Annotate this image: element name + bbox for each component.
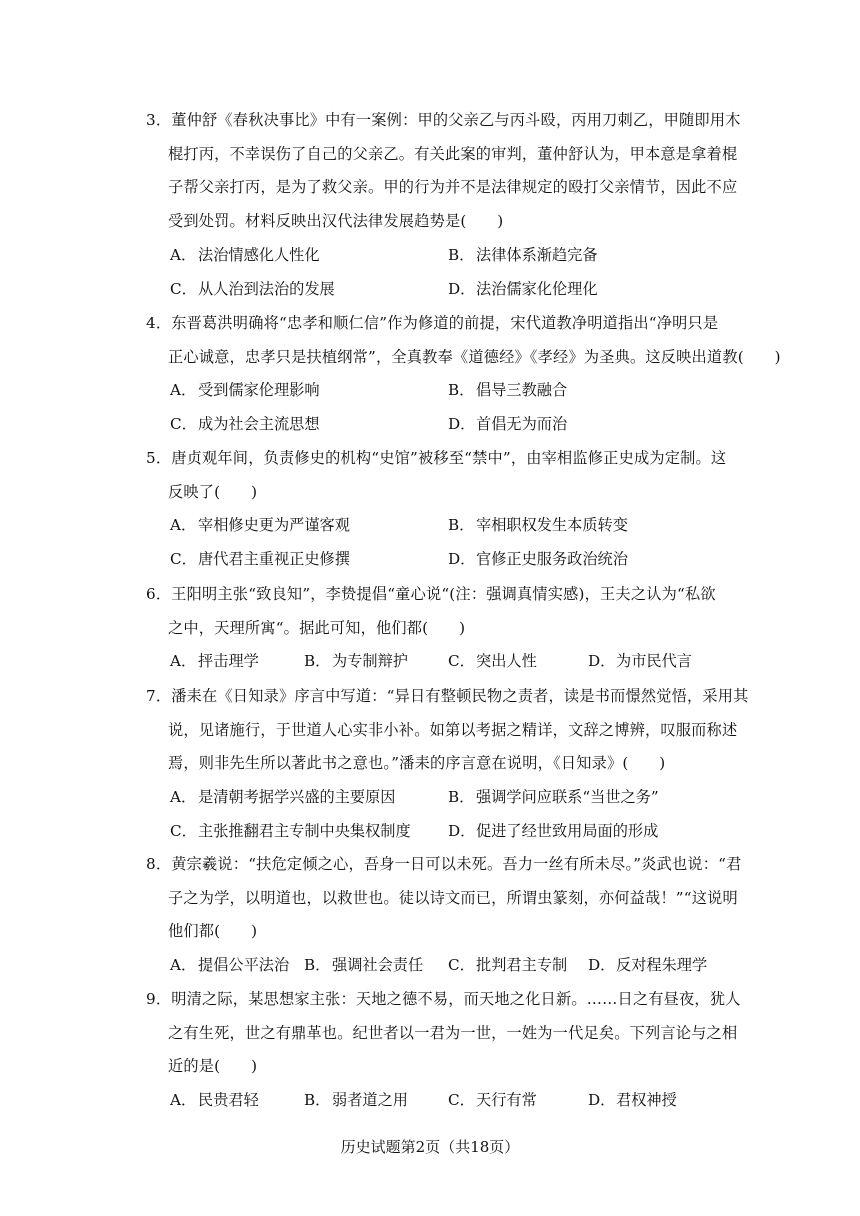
- option-a[interactable]: A． 受到儒家伦理影响: [170, 381, 320, 399]
- question-3: [146, 104, 741, 239]
- question-line: 焉，则非先生所以著此书之意也。”潘耒的序言意在说明，《日知录》( ): [168, 754, 666, 773]
- page-footer: 历史试题第2页（共18页）: [340, 1138, 520, 1156]
- question-line: 正心诚意，忠孝只是扶植纲常”，全真教奉《道德经》《孝经》为圣典。这反映出道教( ): [168, 347, 781, 366]
- option-b[interactable]: B． 弱者道之用: [304, 1091, 408, 1109]
- option-b[interactable]: B． 强调社会责任: [304, 956, 424, 974]
- options-5: [170, 509, 730, 576]
- option-d[interactable]: D．促进了经世致用局面的形成: [448, 821, 659, 840]
- question-7: [146, 680, 749, 781]
- option-c[interactable]: C．唐代君主重视正史修撰: [170, 549, 350, 568]
- option-d[interactable]: D．法治儒家化伦理化: [448, 279, 598, 298]
- question-line: 4．东晋葛洪明确将“忠孝和顺仁信”作为修道的前提，宋代道教净明道指出“净明只是: [146, 314, 719, 332]
- options-7: [170, 781, 730, 848]
- question-4: [146, 307, 781, 374]
- option-d[interactable]: D．君权神授: [588, 1091, 677, 1109]
- options-9: [170, 1084, 730, 1118]
- option-d[interactable]: D．为市民代言: [588, 652, 692, 670]
- option-a[interactable]: A． 是清朝考据学兴盛的主要原因: [170, 788, 396, 806]
- options-4: [170, 374, 730, 441]
- option-b[interactable]: B． 法律体系渐趋完备: [448, 246, 598, 264]
- option-b[interactable]: B． 为专制辩护: [304, 652, 408, 670]
- question-8: [146, 848, 742, 949]
- option-d[interactable]: D．首倡无为而治: [448, 414, 568, 433]
- question-5: [146, 442, 727, 509]
- option-c[interactable]: C．从人治到法治的发展: [170, 279, 335, 298]
- question-line: 子帮父亲打丙，是为了救父亲。甲的行为并不是法律规定的殴打父亲情节，因此不应: [168, 178, 738, 197]
- question-line: 之有生死，世之有鼎革也。纪世者以一君为一世，一姓为一代足矣。下列言论与之相: [168, 1023, 738, 1042]
- question-9: [146, 983, 741, 1084]
- question-line: 反映了( ): [168, 482, 258, 501]
- question-6: [146, 578, 716, 645]
- question-line: 3．董仲舒《春秋决事比》中有一案例：甲的父亲乙与丙斗殴，丙用刀刺乙，甲随即用木: [146, 111, 741, 129]
- question-line: 他们都( ): [168, 922, 258, 941]
- option-b[interactable]: B． 倡导三教融合: [448, 381, 568, 399]
- option-c[interactable]: C．天行有常: [448, 1091, 537, 1109]
- option-a[interactable]: A． 提倡公平法治: [170, 956, 290, 974]
- question-line: 子之为学，以明道也，以救世也。徒以诗文而已，所谓虫篆刻，亦何益哉！”“这说明: [168, 888, 738, 907]
- question-line: 6．王阳明主张“致良知”，李贽提倡“童心说“(注：强调真情实感)，王夫之认为“私欲: [146, 585, 716, 603]
- option-a[interactable]: A． 宰相修史更为严谨客观: [170, 516, 350, 534]
- question-line: 近的是( ): [168, 1057, 258, 1076]
- option-b[interactable]: B． 宰相职权发生本质转变: [448, 516, 628, 534]
- option-d[interactable]: D．反对程朱理学: [588, 956, 708, 974]
- question-line: 受到处罚。材料反映出汉代法律发展趋势是( ): [168, 212, 504, 231]
- option-c[interactable]: C．主张推翻君主专制中央集权制度: [170, 821, 411, 840]
- options-6: [170, 645, 730, 679]
- question-line: 之中，天理所寓“。据此可知，他们都( ): [168, 618, 466, 637]
- question-line: 棍打丙，不幸误伤了自己的父亲乙。有关此案的审判，董仲舒认为，甲本意是拿着棍: [168, 144, 738, 163]
- question-line: 7．潘耒在《日知录》序言中写道：“异日有整顿民物之责者，读是书而憬然觉悟，采用其: [146, 687, 749, 705]
- option-a[interactable]: A． 法治情感化人性化: [170, 246, 320, 264]
- option-b[interactable]: B． 强调学问应联系“当世之务”: [448, 788, 659, 806]
- option-a[interactable]: A． 抨击理学: [170, 652, 259, 670]
- question-line: 8．黄宗羲说：“扶危定倾之心，吾身一日可以未死。吾力一丝有所未尽。”炎武也说：“君: [146, 855, 742, 873]
- question-line: 5．唐贞观年间，负责修史的机构“史馆”被移至“禁中”，由宰相监修正史成为定制。这: [146, 449, 727, 467]
- option-c[interactable]: C．突出人性: [448, 652, 537, 670]
- option-d[interactable]: D．官修正史服务政治统治: [448, 549, 628, 568]
- option-c[interactable]: C．批判君主专制: [448, 956, 568, 974]
- question-line: 说，见诸施行，于世道人心实非小补。如第以考据之精详，文辞之博辨，叹服而称述: [168, 720, 738, 739]
- options-8: [170, 949, 730, 983]
- options-3: [170, 239, 730, 306]
- question-line: 9．明清之际，某思想家主张：天地之德不易，而天地之化日新。……日之有昼夜，犹人: [146, 990, 741, 1008]
- option-c[interactable]: C．成为社会主流思想: [170, 414, 320, 433]
- option-a[interactable]: A． 民贵君轻: [170, 1091, 259, 1109]
